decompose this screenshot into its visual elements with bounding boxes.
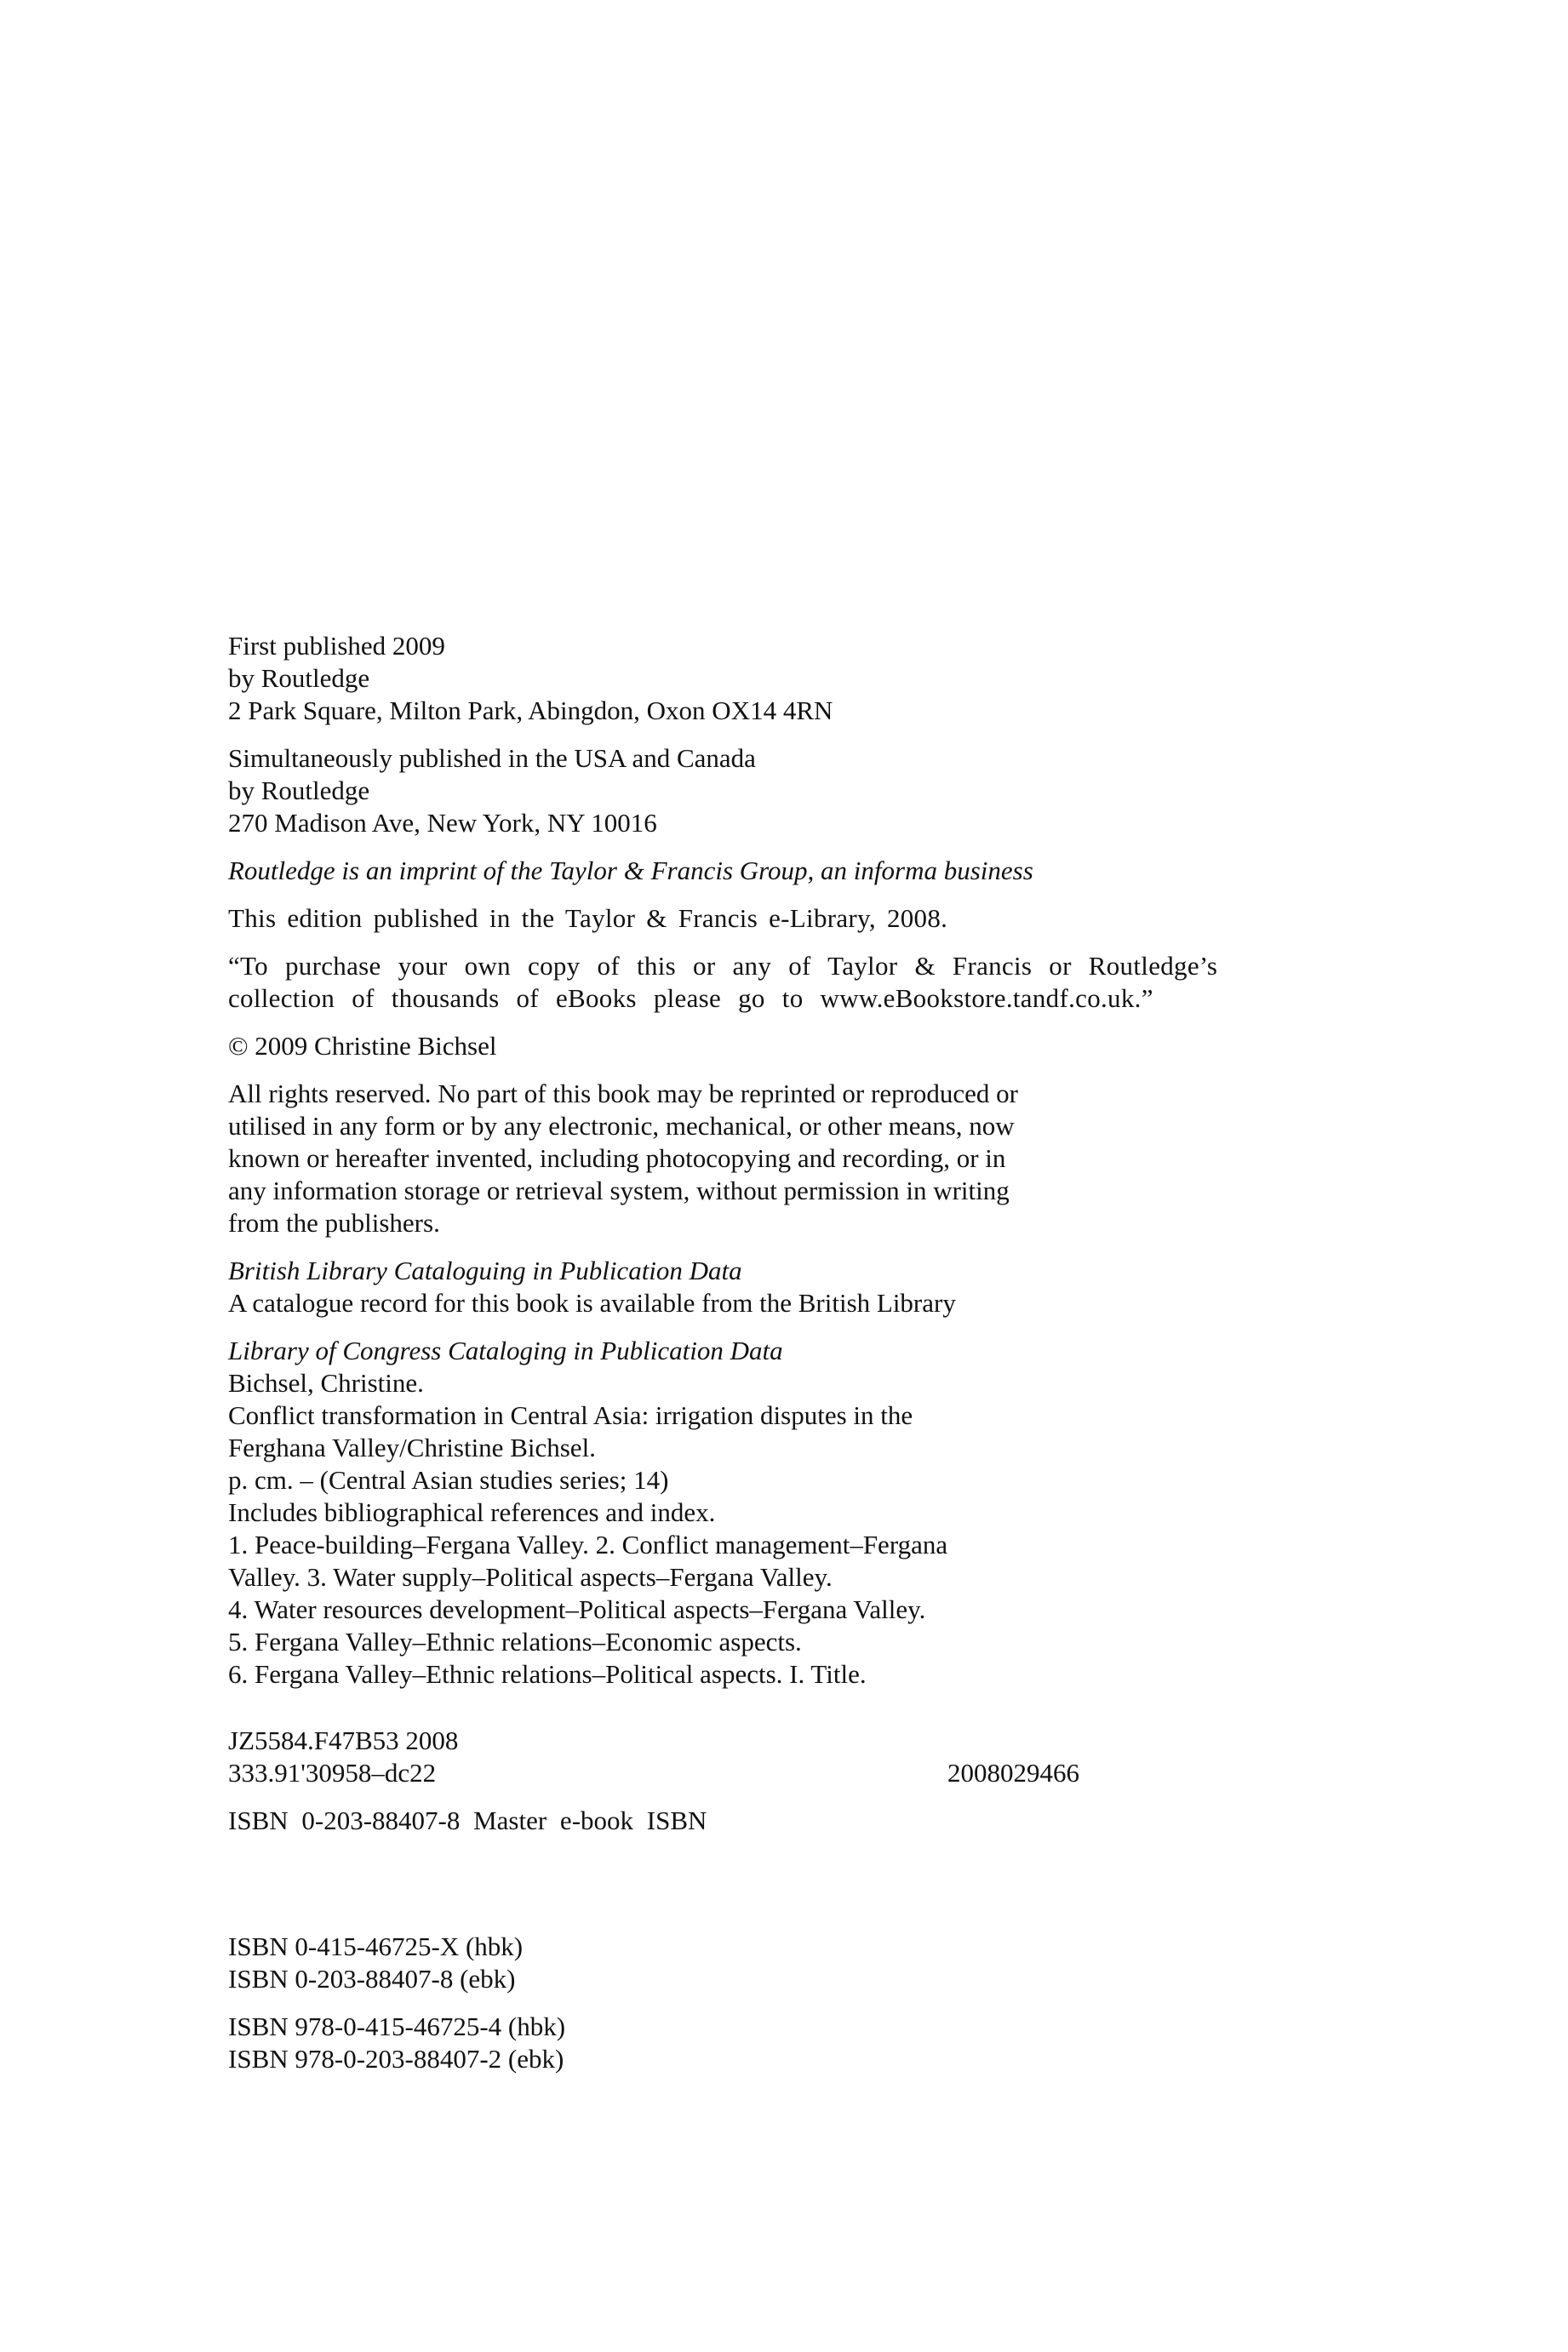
imprint-note-line: Routledge is an imprint of the Taylor & Francis Group, an informa business: [228, 856, 1033, 885]
loc-line: 4. Water resources development–Political aspects–Fergana Valley.: [228, 1594, 926, 1624]
loc-line: Ferghana Valley/Christine Bichsel.: [228, 1433, 596, 1462]
isbn-line: ISBN 978-0-415-46725-4 (hbk): [228, 2012, 566, 2041]
isbn-line: ISBN 978-0-203-88407-2 (ebk): [228, 2044, 564, 2074]
lccn-number: 2008029466: [947, 1758, 1079, 1788]
loc-line: Conflict transformation in Central Asia: irrigation disputes in the: [228, 1400, 913, 1430]
copyright-notice: [228, 1030, 1335, 1062]
master-isbn: [228, 1805, 1335, 1837]
first-published-line: First published 2009: [228, 631, 445, 661]
loc-heading: Library of Congress Cataloging in Publication Data: [228, 1336, 783, 1365]
dewey-row: [228, 1757, 1079, 1789]
us-publication-info: [228, 742, 1335, 839]
loc-line: Valley. 3. Water supply–Political aspects–Fergana Valley.: [228, 1562, 833, 1592]
imprint-block: [228, 630, 1335, 2091]
rights-line: any information storage or retrieval system, without permission in writing: [228, 1176, 1010, 1205]
publisher-line: by Routledge: [228, 663, 370, 693]
loc-line: p. cm. – (Central Asian studies series; 14): [228, 1465, 669, 1495]
master-isbn-line: ISBN 0-203-88407-8 Master e-book ISBN: [228, 1805, 707, 1835]
british-library-heading: British Library Cataloguing in Publication Data: [228, 1256, 742, 1285]
edition-note-line: This edition published in the Taylor & Francis e-Library, 2008.: [228, 903, 948, 933]
imprint-note: [228, 855, 1335, 887]
rights-line: All rights reserved. No part of this book may be reprinted or reproduced or: [228, 1079, 1019, 1108]
loc-line: 5. Fergana Valley–Ethnic relations–Economic aspects.: [228, 1627, 802, 1657]
purchase-note-line-1: “To purchase your own copy of this or any of Taylor & Francis or Routledge’s: [228, 951, 1218, 981]
us-published-line: Simultaneously published in the USA and Canada: [228, 743, 756, 773]
copyright-line: © 2009 Christine Bichsel: [228, 1031, 497, 1061]
rights-line: utilised in any form or by any electronic, mechanical, or other means, now: [228, 1111, 1015, 1141]
publication-info: [228, 630, 1335, 727]
british-library-text: A catalogue record for this book is available from the British Library: [228, 1288, 956, 1318]
edition-note: [228, 902, 1335, 935]
uk-address-line: 2 Park Square, Milton Park, Abingdon, Oxon OX14 4RN: [228, 695, 833, 725]
purchase-note-line-2: collection of thousands of eBooks please go to www.eBookstore.tandf.co.uk.”: [228, 983, 1153, 1013]
isbn-line: ISBN 0-203-88407-8 (ebk): [228, 1964, 516, 1994]
british-library-cip: [228, 1255, 1335, 1319]
loc-line: 6. Fergana Valley–Ethnic relations–Political aspects. I. Title.: [228, 1659, 867, 1689]
purchase-note: [228, 950, 1335, 1015]
rights-line: from the publishers.: [228, 1208, 440, 1238]
loc-line: 1. Peace-building–Fergana Valley. 2. Conflict management–Fergana: [228, 1530, 948, 1559]
library-of-congress-cip: [228, 1335, 1335, 1691]
isbn-line: ISBN 0-415-46725-X (hbk): [228, 1931, 524, 1961]
rights-line: known or hereafter invented, including photocopying and recording, or in: [228, 1143, 1006, 1173]
loc-line: Includes bibliographical references and index.: [228, 1497, 716, 1527]
loc-line: Bichsel, Christine.: [228, 1368, 424, 1398]
dewey-classification: 333.91'30958–dc22: [228, 1758, 437, 1788]
us-publisher-line: by Routledge: [228, 775, 370, 805]
lc-classification: JZ5584.F47B53 2008: [228, 1725, 459, 1755]
us-address-line: 270 Madison Ave, New York, NY 10016: [228, 808, 657, 838]
isbn13-group: [228, 2011, 1335, 2075]
classification-block: [228, 1725, 1335, 1789]
rights-statement: [228, 1078, 1335, 1239]
isbn10-group: [228, 1931, 1335, 1995]
